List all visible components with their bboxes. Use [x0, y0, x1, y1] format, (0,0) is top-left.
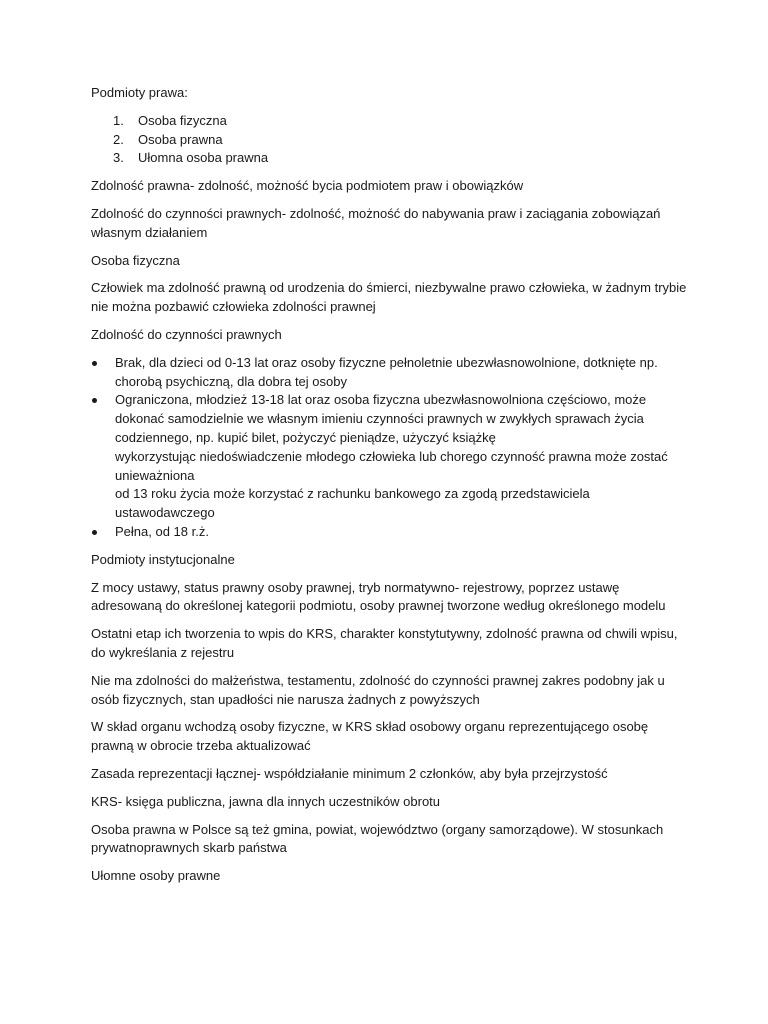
bullet-list	[91, 354, 691, 542]
heading-ulomne-osoby-prawne: Ułomne osoby prawne	[91, 868, 221, 884]
heading-osoba-fizyczna: Osoba fizyczna	[91, 252, 180, 268]
bullet-item-ograniczona: Ograniczona, młodzież 13-18 lat oraz osoba fizyczna ubezwłasnowolniona częściowo, może dokonać samodzielnie we własnym imieniu czynności prawnych w zwykłych sprawach życia codziennego, np. kupić bilet, pożyczyć pieniądze, użyczyć książkę wykorzystując niedoświadczenie młodego człowieka lub chorego czynność prawna może zostać unieważniona od 13 roku życia może korzystać z rachunku bankowego za zgodą przedstawiciela ustawodawczego	[91, 391, 691, 523]
bullet-icon	[92, 361, 97, 366]
bullet-icon	[92, 398, 97, 403]
paragraph-krs: KRS- księga publiczna, jawna dla innych uczestników obrotu	[91, 793, 441, 809]
paragraph-zdolnosc-prawna: Zdolność prawna- zdolność, możność bycia podmiotem praw i obowiązków	[91, 178, 524, 194]
paragraph-zasada-reprezentacji: Zasada reprezentacji łącznej- współdziałanie minimum 2 członków, aby była przejrzystość	[91, 765, 608, 781]
paragraph-zdolnosc-czynnosci-def: Zdolność do czynności prawnych- zdolność, możność do nabywania praw i zaciągania zobowiązań własnym działaniem	[91, 205, 661, 240]
list-item: 3. Ułomna osoba prawna	[113, 150, 269, 166]
bullet-item-pelna: Pełna, od 18 r.ż.	[91, 523, 691, 542]
list-item: 2. Osoba prawna	[113, 131, 223, 147]
bullet-item-brak: Brak, dla dzieci od 0-13 lat oraz osoby fizyczne pełnoletnie ubezwłasnowolnione, dotknięte np. chorobą psychiczną, dla dobra tej osoby	[91, 354, 691, 392]
bullet-icon	[92, 530, 97, 535]
paragraph-nie-ma-zdolnosci: Nie ma zdolności do małżeństwa, testamentu, zdolność do czynności prawnej zakres podobny jak u osób fizycznych, stan upadłości nie narusza żadnych z powyższych	[91, 672, 665, 707]
podmioty-list	[91, 112, 691, 168]
heading-podmioty-instytucjonalne: Podmioty instytucjonalne	[91, 551, 235, 567]
paragraph-czlowiek: Człowiek ma zdolność prawną od urodzenia do śmierci, niezbywalne prawo człowieka, w żadnym trybie nie można pozbawić człowieka zdolności prawnej	[91, 280, 687, 315]
paragraph-w-sklad-organu: W skład organu wchodzą osoby fizyczne, w KRS skład osobowy organu reprezentującego osobę prawną w obrocie trzeba aktualizować	[91, 719, 649, 754]
list-item: 1. Osoba fizyczna	[113, 112, 227, 128]
document-page	[91, 84, 691, 895]
heading-zdolnosc-czynnosci: Zdolność do czynności prawnych	[91, 326, 282, 342]
heading-podmioty-prawa: Podmioty prawa:	[91, 85, 188, 100]
paragraph-ostatni-etap: Ostatni etap ich tworzenia to wpis do KRS, charakter konstytutywny, zdolność prawna od chwili wpisu, do wykreślania z rejestru	[91, 626, 678, 660]
paragraph-osoba-prawna-w-polsce: Osoba prawna w Polsce są też gmina, powiat, województwo (organy samorządowe). W stosunkach prywatnoprawnych skarb państwa	[91, 821, 664, 856]
paragraph-z-mocy-ustawy: Z mocy ustawy, status prawny osoby prawnej, tryb normatywno- rejestrowy, poprzez ustawę adresowaną do określonej kategorii podmiotu, osoby prawnej tworzone według określonego modelu	[91, 579, 666, 614]
